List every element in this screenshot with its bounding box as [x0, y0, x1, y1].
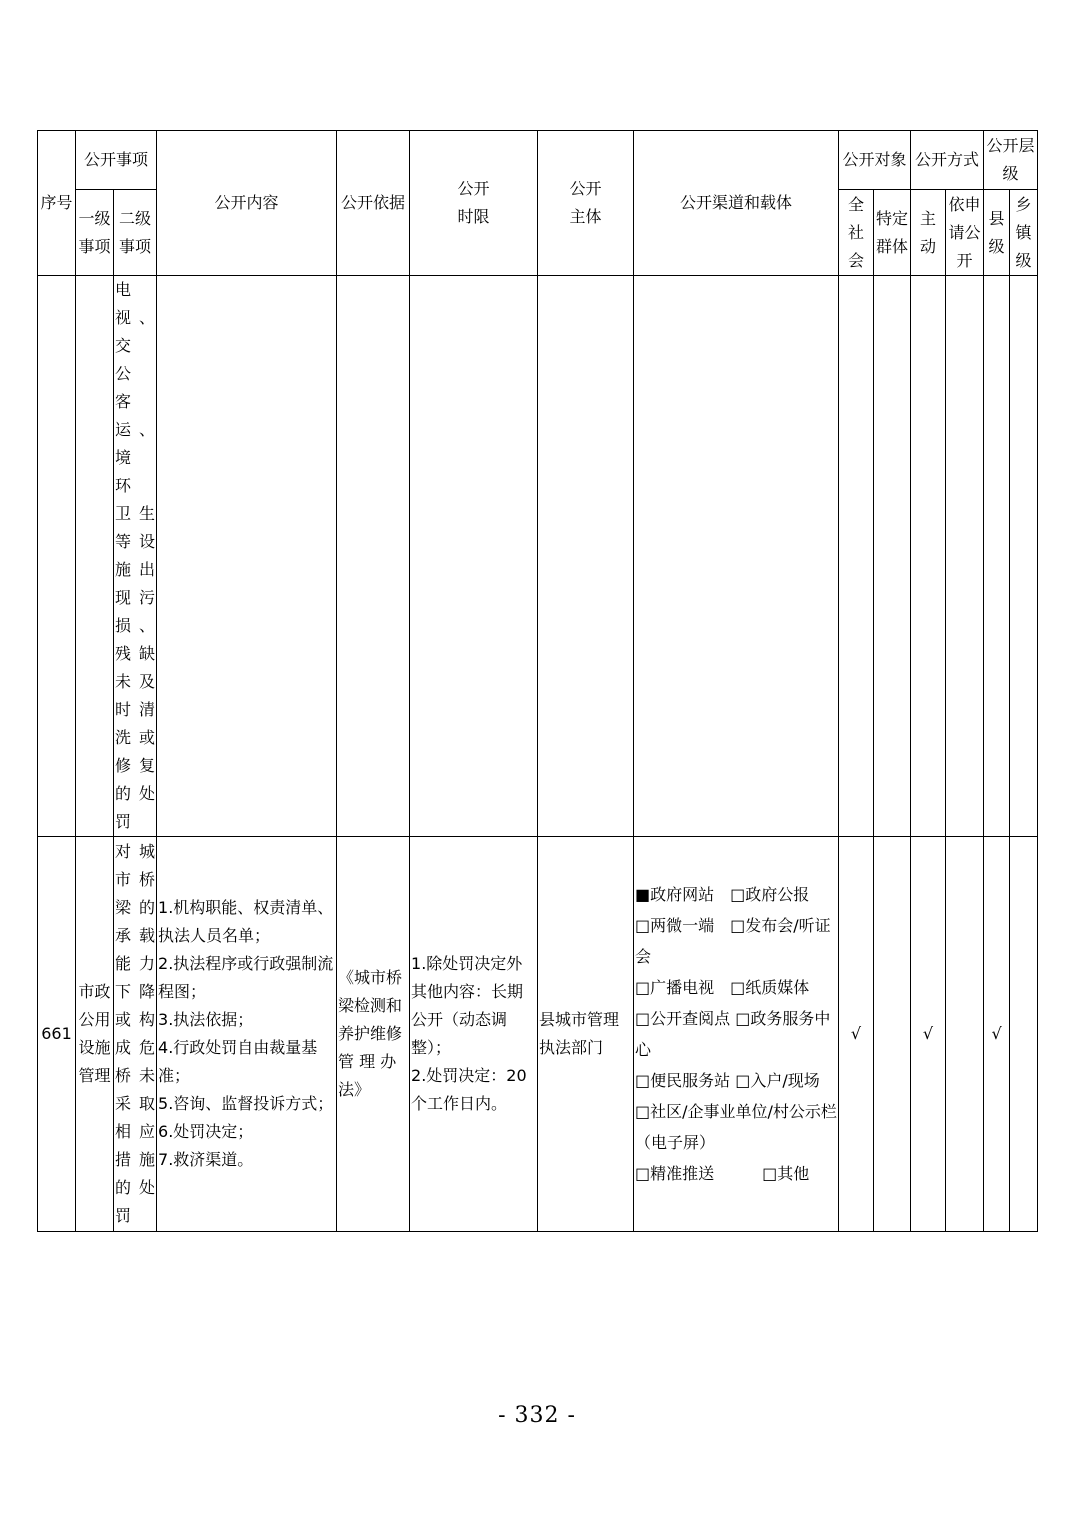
row-method-request-check: [946, 837, 984, 1232]
row-seq: 661: [38, 837, 76, 1232]
header-audience-all: 全 社 会: [839, 190, 874, 276]
row-basis: 《城市桥梁检测和养护维修管 理 办法》: [337, 837, 410, 1232]
header-level2: 二级 事项: [114, 190, 157, 276]
header-seq: 序号: [38, 131, 76, 276]
cont-content-cell: [157, 276, 337, 837]
header-channels: 公开渠道和载体: [634, 131, 839, 276]
header-method-active: 主 动: [911, 190, 946, 276]
header-level-county: 县 级: [984, 190, 1010, 276]
channel-line: □两微一端 □发布会/听证会: [635, 916, 831, 966]
row-method-active-check: √: [911, 837, 946, 1232]
row-content: 1.机构职能、权责清单、执法人员名单； 2.执法程序或行政强制流程图； 3.执法依据； 4.行政处罚自由裁量基准； 5.咨询、监督投诉方式； 6.处罚决定； 7.救济渠道。: [157, 837, 337, 1232]
header-level-group: 公开层 级: [984, 131, 1038, 190]
cont-level2-cell: 电 视、交 公 客 运、境 环 卫 生 等 设 施 出 现 污 损、 残 缺 未 及 时 清 洗 或 修 复 的 处 罚: [114, 276, 157, 837]
row-level1: 市政 公用 设施 管理: [76, 837, 114, 1232]
cont-time-cell: [410, 276, 538, 837]
cont-level1-cell: [76, 276, 114, 837]
channel-line: □社区/企事业单位/村公示栏（电子屏）: [635, 1102, 837, 1152]
page-number: - 332 -: [498, 1403, 576, 1428]
channel-line: □公开查阅点 □政务服务中心: [635, 1009, 831, 1059]
channel-line: ■政府网站 □政府公报: [635, 885, 810, 904]
header-content: 公开内容: [157, 131, 337, 276]
channel-line: □精准推送 □其他: [635, 1164, 810, 1183]
cont-level-county-cell: [984, 276, 1010, 837]
row-level-county-check: √: [984, 837, 1010, 1232]
header-level1: 一级 事项: [76, 190, 114, 276]
header-audience-group: 公开对象: [839, 131, 911, 190]
row-audience-all-check: √: [839, 837, 874, 1232]
header-subject: 公开 主体: [538, 131, 634, 276]
cont-subject-cell: [538, 276, 634, 837]
channel-line: □便民服务站 □入户/现场: [635, 1071, 820, 1090]
cont-audience-all-cell: [839, 276, 874, 837]
header-items-group: 公开事项: [76, 131, 157, 190]
row-channels: [634, 837, 839, 1232]
cont-basis-cell: [337, 276, 410, 837]
header-audience-specific: 特定 群体: [874, 190, 911, 276]
row-time-limit: 1.除处罚决定外其他内容：长期公开（动态调整）； 2.处罚决定：20个工作日内。: [410, 837, 538, 1232]
cont-level-town-cell: [1010, 276, 1038, 837]
cont-method-active-cell: [911, 276, 946, 837]
row-level-town-check: [1010, 837, 1038, 1232]
cont-channels-cell: [634, 276, 839, 837]
header-level-town: 乡 镇 级: [1010, 190, 1038, 276]
header-basis: 公开依据: [337, 131, 410, 276]
cont-audience-specific-cell: [874, 276, 911, 837]
table-row: [38, 837, 1038, 1232]
disclosure-table: [37, 130, 1038, 1232]
channel-line: □广播电视 □纸质媒体: [635, 978, 810, 997]
row-subject: 县城市管理执法部门: [538, 837, 634, 1232]
row-level2: 对 城 市 桥 梁 的 承 载 能 力 下 降 或 构 成 危 桥 未 采 取 相 应 措 施 的 处 罚: [114, 837, 157, 1232]
header-method-request: 依申 请公 开: [946, 190, 984, 276]
header-method-group: 公开方式: [911, 131, 984, 190]
header-time-limit: 公开 时限: [410, 131, 538, 276]
cont-seq-cell: [38, 276, 76, 837]
cont-method-request-cell: [946, 276, 984, 837]
row-audience-specific-check: [874, 837, 911, 1232]
